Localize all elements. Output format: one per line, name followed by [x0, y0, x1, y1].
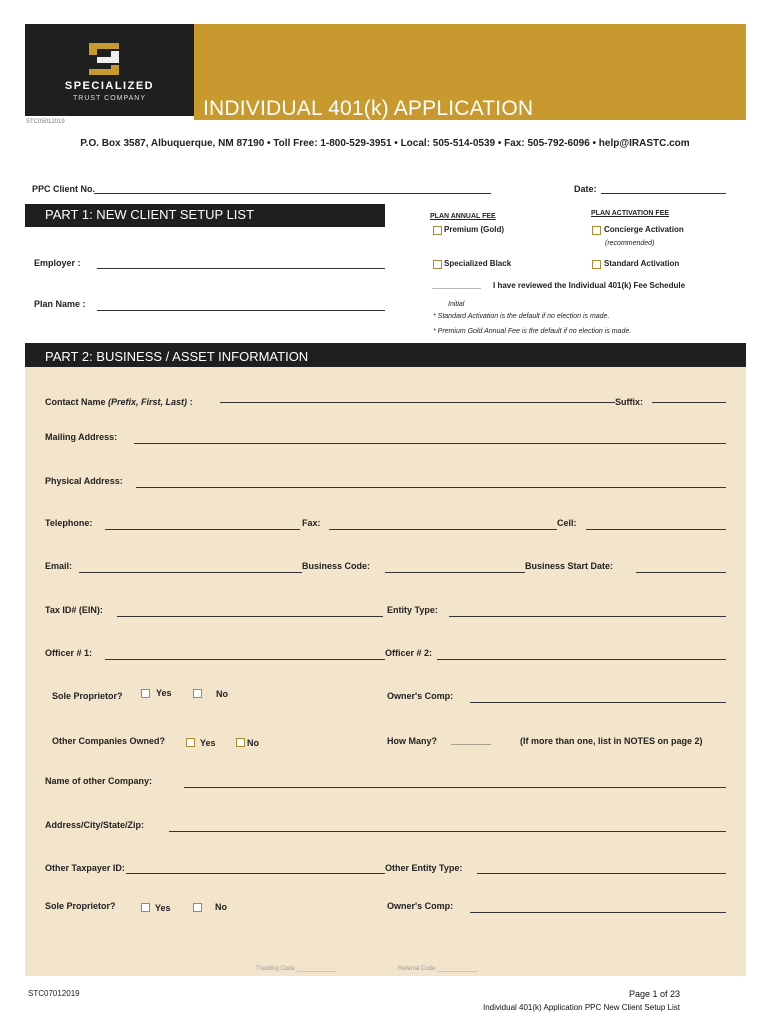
- sole-proprietor2-no-label: No: [215, 902, 227, 912]
- sole-proprietor-no-checkbox[interactable]: [193, 689, 202, 698]
- email-label: Email:: [45, 561, 73, 571]
- physical-address-label: Physical Address:: [45, 476, 123, 486]
- address-csz-field[interactable]: [169, 831, 726, 832]
- how-many-label: How Many?: [387, 736, 438, 746]
- entity-type-label: Entity Type:: [387, 605, 438, 615]
- how-many-field[interactable]: ________: [451, 736, 492, 746]
- owners-comp-label: Owner's Comp:: [387, 691, 454, 701]
- recommended-note: (recommended): [605, 240, 655, 247]
- officer2-field[interactable]: [437, 659, 726, 660]
- annual-fee-heading: PLAN ANNUAL FEE: [430, 213, 496, 220]
- sole-proprietor-no-label: No: [216, 689, 228, 699]
- sole-proprietor-yes-label: Yes: [156, 688, 172, 698]
- owners-comp2-label: Owner's Comp:: [387, 901, 454, 911]
- if-more-note: (If more than one, list in NOTES on page 2): [520, 736, 703, 746]
- other-taxpayer-id-field[interactable]: [126, 873, 385, 874]
- fee-schedule-initial-field[interactable]: ___________: [432, 281, 481, 290]
- employer-field[interactable]: [97, 268, 385, 269]
- logo-subtitle: TRUST COMPANY: [72, 95, 147, 102]
- sole-proprietor-label: Sole Proprietor?: [52, 691, 123, 701]
- default-note-activation: * Standard Activation is the default if no election is made.: [433, 313, 610, 320]
- entity-type-field[interactable]: [449, 616, 726, 617]
- ppc-client-label: PPC Client No.: [32, 184, 96, 194]
- owners-comp-field[interactable]: [470, 702, 726, 703]
- date-label: Date:: [574, 184, 597, 194]
- mailing-address-label: Mailing Address:: [45, 432, 118, 442]
- employer-label: Employer :: [34, 258, 81, 268]
- cell-label: Cell:: [557, 518, 577, 528]
- contact-name-text: Contact Name: [45, 397, 106, 407]
- other-entity-type-label: Other Entity Type:: [385, 863, 463, 873]
- officer1-field[interactable]: [105, 659, 385, 660]
- suffix-label: Suffix:: [615, 397, 643, 407]
- fax-label: Fax:: [302, 518, 321, 528]
- part1-title: PART 1: NEW CLIENT SETUP LIST: [45, 207, 255, 222]
- sole-proprietor2-yes-label: Yes: [155, 903, 171, 913]
- plan-name-label: Plan Name :: [34, 299, 86, 309]
- telephone-field[interactable]: [105, 529, 300, 530]
- concierge-checkbox[interactable]: [592, 226, 601, 235]
- standard-activation-checkbox[interactable]: [592, 260, 601, 269]
- other-companies-yes-label: Yes: [200, 738, 216, 748]
- referral-code: Referral Code ____________: [398, 966, 478, 972]
- other-company-name-field[interactable]: [184, 787, 726, 788]
- physical-address-field[interactable]: [136, 487, 726, 488]
- logo-name: SPECIALIZED: [64, 80, 155, 92]
- fax-field[interactable]: [329, 529, 557, 530]
- contact-line: P.O. Box 3587, Albuquerque, NM 87190 • Toll Free: 1-800-529-3951 • Local: 505-514-0539 • Fax: 505-792-6096 • help@IRASTC.com: [80, 138, 690, 149]
- other-taxpayer-id-label: Other Taxpayer ID:: [45, 863, 125, 873]
- footer-page-number: Page 1 of 23: [628, 989, 680, 999]
- header-logo-block: [25, 24, 194, 116]
- other-companies-no-checkbox[interactable]: [236, 738, 245, 747]
- activation-fee-heading: PLAN ACTIVATION FEE: [591, 210, 670, 217]
- concierge-label: Concierge Activation: [604, 225, 684, 234]
- suffix-field[interactable]: [652, 402, 726, 403]
- sole-proprietor2-label: Sole Proprietor?: [45, 901, 116, 911]
- tax-id-field[interactable]: [117, 616, 383, 617]
- email-field[interactable]: [79, 572, 302, 573]
- tracking-code: Tracking Code ____________: [256, 966, 337, 972]
- standard-activation-label: Standard Activation: [604, 259, 680, 268]
- tax-id-label: Tax ID# (EIN):: [45, 605, 103, 615]
- other-entity-type-field[interactable]: [477, 873, 726, 874]
- officer2-label: Officer # 2:: [385, 648, 433, 658]
- premium-gold-label: Premium (Gold): [444, 225, 505, 234]
- sole-proprietor-yes-checkbox[interactable]: [141, 689, 150, 698]
- form-code-top: STC05012019: [26, 119, 65, 125]
- business-code-label: Business Code:: [302, 561, 371, 571]
- other-companies-label: Other Companies Owned?: [52, 736, 166, 746]
- date-field[interactable]: [601, 193, 726, 194]
- telephone-label: Telephone:: [45, 518, 93, 528]
- contact-name-field[interactable]: [220, 402, 615, 403]
- sole-proprietor2-no-checkbox[interactable]: [193, 903, 202, 912]
- contact-name-colon: :: [189, 397, 193, 407]
- initial-caption: Initial: [448, 301, 465, 308]
- default-note-annual: * Premium Gold Annual Fee is the default if no election is made.: [433, 328, 632, 335]
- officer1-label: Officer # 1:: [45, 648, 93, 658]
- sole-proprietor2-yes-checkbox[interactable]: [141, 903, 150, 912]
- specialized-black-label: Specialized Black: [444, 259, 512, 268]
- plan-name-field[interactable]: [97, 310, 385, 311]
- fee-schedule-review-text: I have reviewed the Individual 401(k) Fee Schedule: [493, 281, 686, 290]
- other-companies-no-label: No: [247, 738, 259, 748]
- contact-name-label: [45, 397, 193, 407]
- business-start-date-label: Business Start Date:: [525, 561, 614, 571]
- business-code-field[interactable]: [385, 572, 525, 573]
- mailing-address-field[interactable]: [134, 443, 726, 444]
- ppc-client-field[interactable]: [94, 193, 491, 194]
- footer-doc-name: Individual 401(k) Application PPC New Client Setup List: [483, 1003, 680, 1012]
- page-title: INDIVIDUAL 401(k) APPLICATION: [203, 97, 534, 120]
- other-companies-yes-checkbox[interactable]: [186, 738, 195, 747]
- contact-name-hint: (Prefix, First, Last): [108, 397, 188, 407]
- footer-form-code: STC07012019: [28, 989, 80, 998]
- part2-title: PART 2: BUSINESS / ASSET INFORMATION: [45, 349, 309, 364]
- premium-gold-checkbox[interactable]: [433, 226, 442, 235]
- address-csz-label: Address/City/State/Zip:: [45, 820, 145, 830]
- specialized-logo-icon: [87, 41, 121, 77]
- business-start-date-field[interactable]: [636, 572, 726, 573]
- specialized-black-checkbox[interactable]: [433, 260, 442, 269]
- cell-field[interactable]: [586, 529, 726, 530]
- owners-comp2-field[interactable]: [470, 912, 726, 913]
- other-company-name-label: Name of other Company:: [45, 776, 153, 786]
